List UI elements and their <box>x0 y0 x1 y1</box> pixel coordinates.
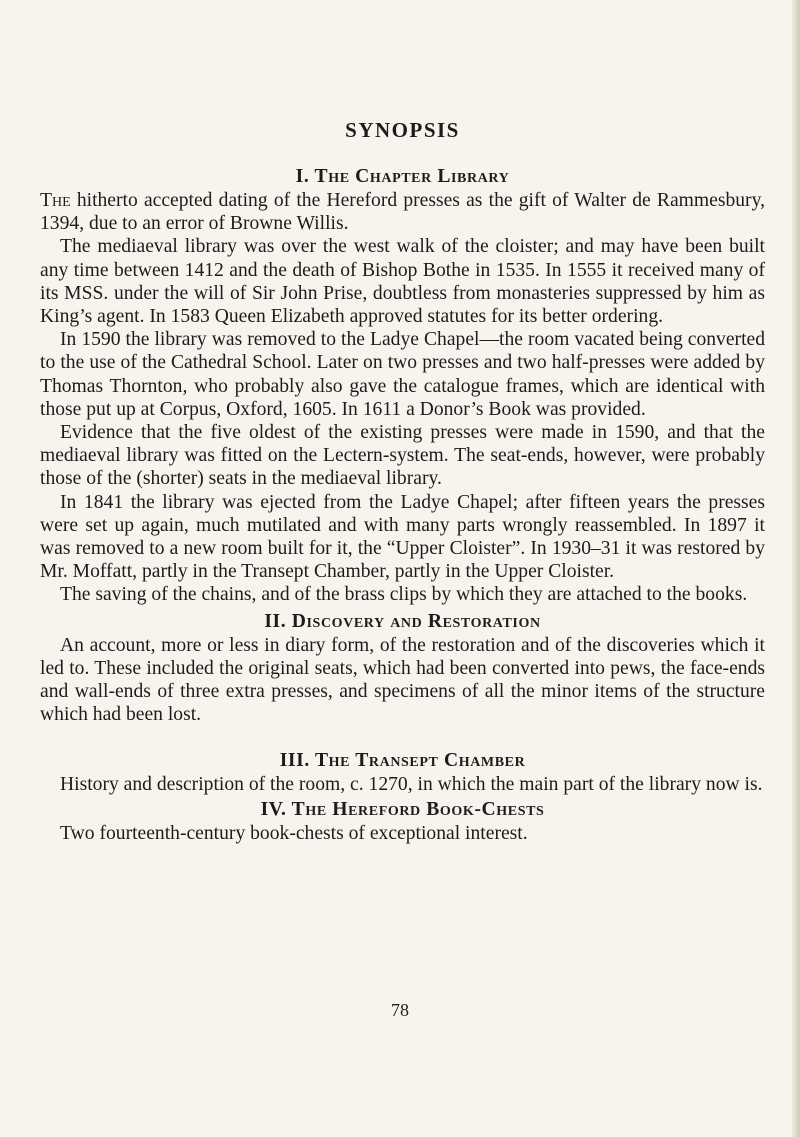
paragraph: In 1590 the library was removed to the Ladye Chapel—the room vacated being converted to the use of the Cathedral School. Later on two presses and two half-presses were added by Thomas Thornton, who probably also gave the catalogue frames, which are identical with those put up at Corpus, Oxford, 1605. In 1611 a Donor’s Book was provided. <box>40 329 765 420</box>
page-number: 78 <box>391 1000 409 1020</box>
paragraph: In 1841 the library was ejected from the Ladye Chapel; after fifteen years the presses were set up again, much mutilated and with many parts wrongly reassembled. In 1897 it was removed to a new room built for it, the “Upper Cloister”. In 1930–31 it was restored by Mr. Moffatt, partly in the Transept Chamber, partly in the Upper Cloister. <box>40 491 765 583</box>
paragraph-text: hitherto accepted dating of the Hereford presses as the gift of Walter de Rammesbury, 1394, due to an error of Browne Willis. <box>40 190 765 235</box>
section-heading-discovery-restoration: II. Discovery and Restoration <box>264 610 541 632</box>
paragraph-lead-word: The <box>40 190 71 211</box>
paragraph: History and description of the room, c. 1270, in which the main part of the library now is. <box>60 774 763 796</box>
paragraph: Two fourteenth-century book-chests of exceptional interest. <box>60 822 528 844</box>
section-heading-book-chests: IV. The Hereford Book-Chests <box>260 798 545 820</box>
section-heading-transept-chamber: III. The Transept Chamber <box>279 750 526 772</box>
page-edge-shadow <box>792 0 800 1137</box>
paragraph: An account, more or less in diary form, of the restoration and of the discoveries which it led to. These included the original seats, which had been converted into pews, the face-ends and wall-ends of three extra presses, and specimens of all the minor items of the structure which had been lost. <box>40 634 765 726</box>
page-title: SYNOPSIS <box>345 118 460 142</box>
paragraph: The saving of the chains, and of the brass clips by which they are attached to the books. <box>60 584 748 606</box>
paragraph: The mediaeval library was over the west walk of the cloister; and may have been built any time between 1412 and the death of Bishop Bothe in 1535. In 1555 it received many of its MSS. under the will of Sir John Prise, doubtless from monasteries suppressed by him as King’s agent. In 1583 Queen Elizabeth approved statutes for its better ordering. <box>40 236 765 328</box>
paragraph: Evidence that the five oldest of the existing presses were made in 1590, and that the mediaeval library was fitted on the Lectern-system. The seat-ends, however, were probably those of the (shorter) seats in the mediaeval library. <box>40 422 765 490</box>
paragraph <box>40 189 765 235</box>
section-heading-chapter-library: I. The Chapter Library <box>295 166 510 187</box>
document-page <box>40 118 765 845</box>
